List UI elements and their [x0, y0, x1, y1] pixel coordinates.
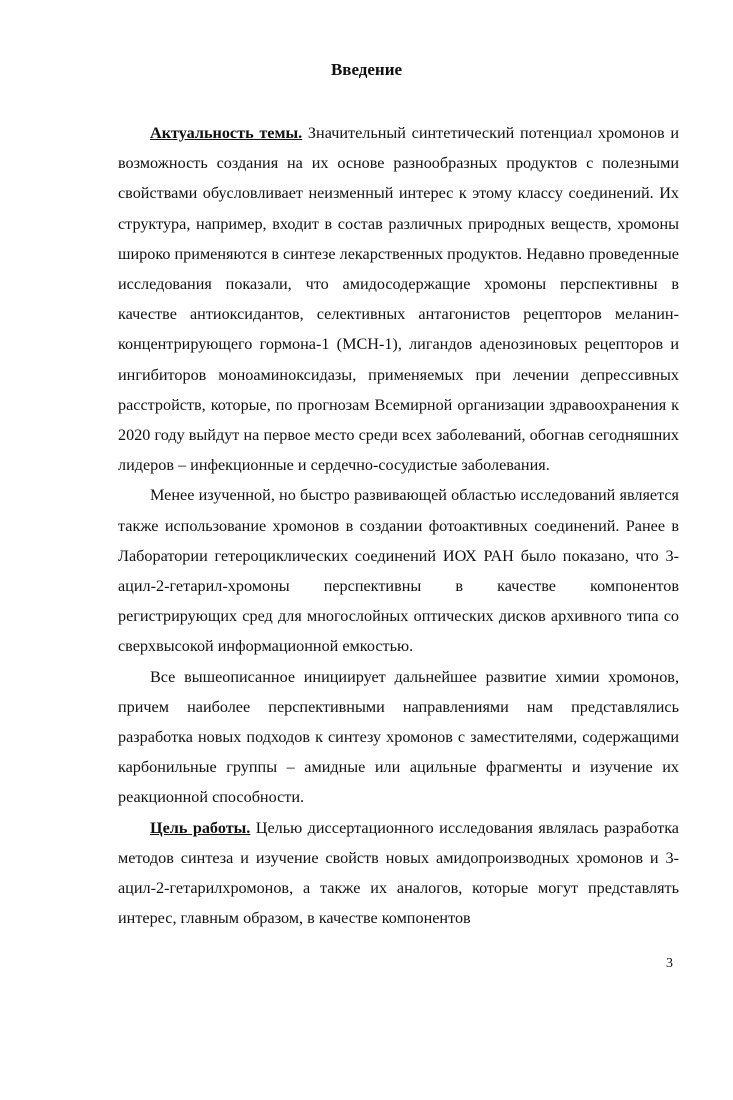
photoactive-text: Менее изученной, но быстро развивающей областью исследований является также использование хромонов в создании фотоактивных соединений. Ранее в Лаборатории гетероциклических соединений ИОХ РАН было показано, что 3-ацил-2-гетарил-хромоны перспективны в качестве компонентов регистрирующих сред для многослойных оптических дисков архивного типа со сверхвысокой информационной емкостью. [118, 486, 679, 656]
relevance-text: Значительный синтетический потенциал хромонов и возможность создания на их основе разнообразных продуктов с полезными свойствами обусловливает неизменный интерес к этому классу соединений. Их структура, например, входит в состав различных природных веществ, хромоны широко применяются в синтезе лекарственных продуктов. Недавно проведенные исследования показали, что амидосодержащие хромоны перспективны в качестве антиоксидантов, селективных антагонистов рецепторов меланин-концентрирующего гормона-1 (MCH-1), лигандов аденозиновых рецепторов и ингибиторов моноаминоксидазы, применяемых при лечении депрессивных расстройств, которые, по прогнозам Всемирной организации здравоохранения к 2020 году выйдут на первое место среди всех заболеваний, обогнав сегодняшних лидеров – инфекционные и сердечно-сосудистые заболевания. [118, 124, 679, 475]
goal-text: Целью диссертационного исследования являлась разработка методов синтеза и изучение свойств новых амидопроизводных хромонов и 3-ацил-2-гетарилхромонов, а также их аналогов, которые могут представлять интерес, главным образом, в качестве компонентов [118, 818, 679, 928]
page-title: Введение [330, 60, 403, 79]
paragraph-goal [118, 813, 679, 934]
paragraph-development [118, 662, 679, 813]
goal-heading: Цель работы. [150, 818, 251, 837]
page-number: 3 [666, 956, 673, 971]
paragraph-photoactive [118, 480, 679, 661]
paragraph-relevance [118, 118, 679, 480]
relevance-heading: Актуальность темы. [150, 124, 303, 142]
development-text: Все вышеописанное инициирует дальнейшее развитие химии хромонов, причем наиболее перспективными направлениями нам представлялись разработка новых подходов к синтезу хромонов с заместителями, содержащими карбонильные группы – амидные или ацильные фрагменты и изучение их реакционной способности. [118, 667, 679, 807]
body-text [118, 118, 679, 933]
